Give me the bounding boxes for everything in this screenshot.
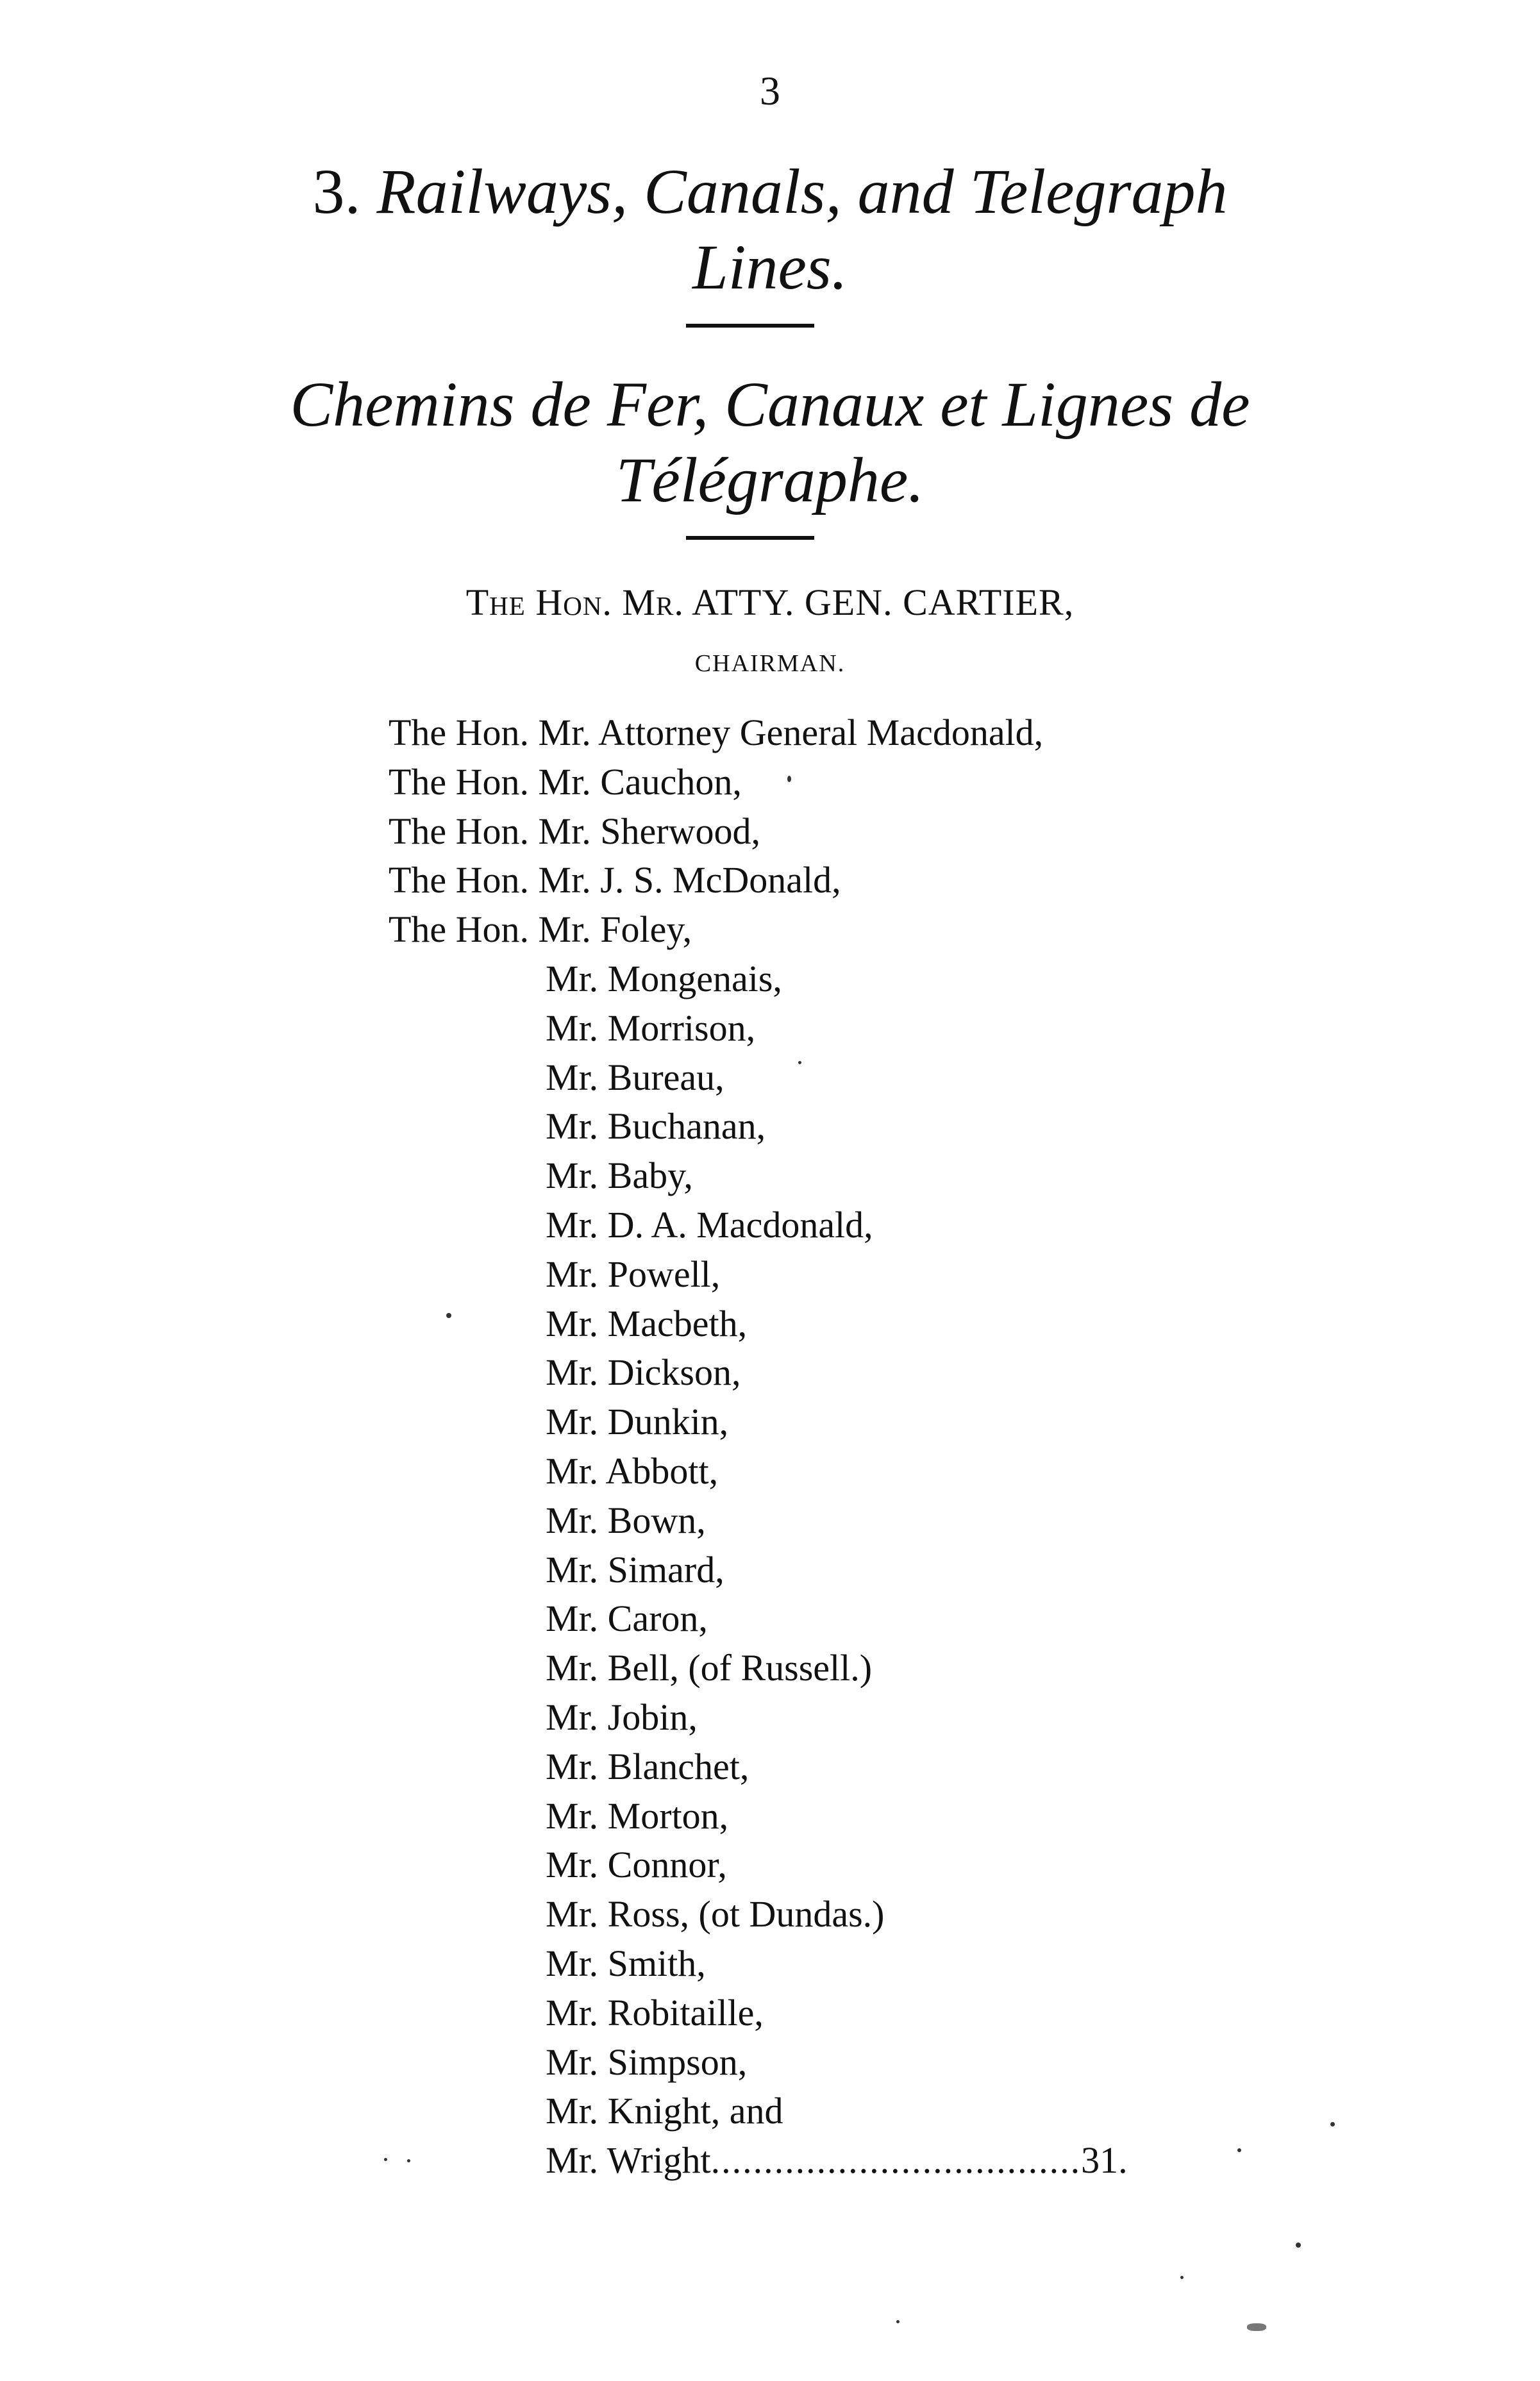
committee-member-name: Mr. Wright: [546, 2139, 711, 2182]
committee-member: The Hon. Mr. Attorney General Macdonald,: [389, 712, 1044, 753]
committee-member: Mr. Jobin,: [546, 1696, 698, 1738]
member-count: 31.: [1081, 2139, 1128, 2182]
committee-member: Mr. Knight, and: [546, 2090, 783, 2132]
committee-member: Mr. Connor,: [546, 1844, 727, 1886]
dot-leader: ...................................: [710, 2139, 1082, 2182]
committee-member: The Hon. Mr. J. S. McDonald,: [389, 859, 841, 901]
committee-member: Mr. Abbott,: [546, 1450, 719, 1492]
section-heading-french-line-2: Télégraphe.: [615, 444, 925, 515]
committee-member: Mr. Powell,: [546, 1253, 721, 1295]
committee-member: Mr. Blanchet,: [546, 1745, 749, 1787]
committee-member: The Hon. Mr. Sherwood,: [389, 810, 760, 852]
committee-member: Mr. Macbeth,: [546, 1302, 748, 1344]
committee-member: Mr. Morrison,: [546, 1007, 756, 1049]
committee-member: Mr. Dickson,: [546, 1351, 741, 1394]
section-number: 3.: [312, 156, 361, 227]
section-heading-french-line-1: Chemins de Fer, Canaux et Lignes de: [290, 369, 1250, 440]
committee-member: Mr. Bown,: [546, 1499, 706, 1541]
committee-member: Mr. Robitaille,: [546, 1991, 764, 2034]
section-heading-english-line-1: [0, 154, 1540, 230]
scan-speck: [1180, 2276, 1184, 2279]
committee-member: Mr. Morton,: [546, 1794, 729, 1837]
committee-member: The Hon. Mr. Cauchon,: [389, 760, 742, 803]
scan-speck: [896, 2320, 900, 2323]
chairman-name: [0, 580, 1540, 625]
chairman-title: CHAIRMAN.: [694, 650, 846, 677]
scan-speck: [1296, 2243, 1301, 2248]
committee-member: Mr. Caron,: [546, 1598, 708, 1640]
scan-speck: [1330, 2122, 1335, 2126]
scan-speck: [787, 776, 791, 782]
section-heading-french: [0, 367, 1540, 518]
committee-member: The Hon. Mr. Foley,: [389, 908, 692, 951]
scan-speck: [1237, 2148, 1241, 2152]
committee-member: Mr. Smith,: [546, 1942, 706, 1984]
committee-member: Mr. D. A. Macdonald,: [546, 1204, 873, 1246]
scan-speck: [384, 2158, 387, 2161]
divider-rule: [686, 324, 814, 328]
committee-member: Mr. Dunkin,: [546, 1401, 729, 1443]
committee-member: Mr. Bell, (of Russell.): [546, 1647, 873, 1689]
divider-rule: [686, 536, 814, 540]
committee-member: Mr. Mongenais,: [546, 958, 782, 999]
scan-speck: [446, 1313, 451, 1318]
committee-member: Mr. Simard,: [546, 1548, 724, 1591]
committee-member: Mr. Ross, (ot Dundas.): [546, 1893, 885, 1935]
chairman-prefix: The Hon. Mr.: [465, 581, 684, 623]
scan-speck: [407, 2159, 410, 2162]
committee-member-last: [546, 2138, 1128, 2183]
section-heading-english-line-2: Lines.: [692, 231, 848, 303]
committee-member: Mr. Simpson,: [546, 2041, 748, 2083]
committee-member: Mr. Buchanan,: [546, 1105, 766, 1148]
scan-speck: [798, 1061, 801, 1064]
chairman-surname: ATTY. GEN. CARTIER,: [692, 581, 1075, 623]
scan-speck: [1247, 2323, 1266, 2331]
committee-member: Mr. Baby,: [546, 1155, 693, 1197]
committee-member: Mr. Bureau,: [546, 1056, 724, 1098]
section-title-english: Railways, Canals, and Telegraph: [376, 156, 1228, 227]
page-number: 3: [760, 68, 780, 113]
section-heading-english: [0, 154, 1540, 305]
